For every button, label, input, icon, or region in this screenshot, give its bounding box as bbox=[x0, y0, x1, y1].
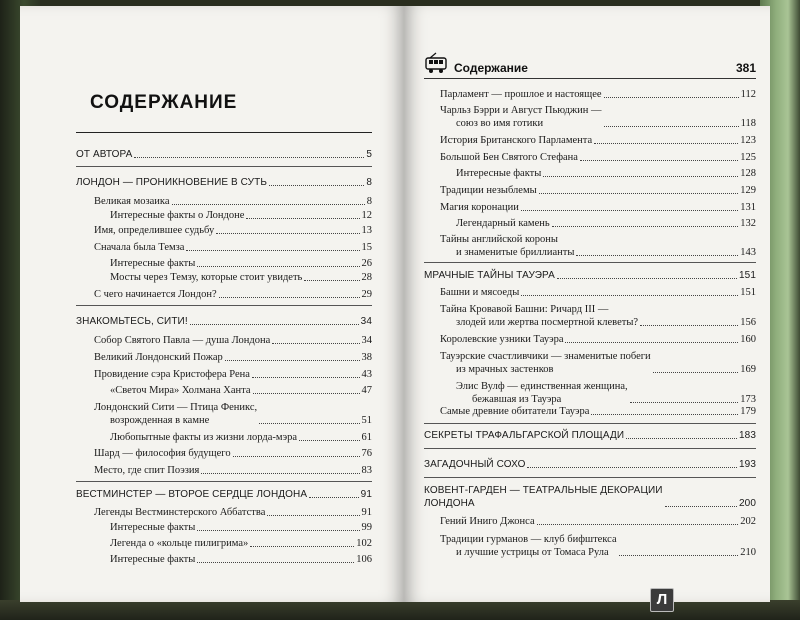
toc-entry: Большой Бен Святого Стефана 125 bbox=[440, 152, 756, 163]
toc-entry: История Британского Парламента 123 bbox=[440, 135, 756, 146]
toc-entry: Самые древние обитатели Тауэра 179 bbox=[440, 406, 756, 417]
toc-entry: Легенды Вестминстерского Аббатства 91 bbox=[94, 507, 372, 518]
running-header-label: Содержание bbox=[454, 61, 528, 75]
toc-entry: КОВЕНТ-ГАРДЕН — ТЕАТРАЛЬНЫЕ ДЕКОРАЦИИ ЛОНДОНА 200 bbox=[424, 485, 756, 509]
toc-entry: Легендарный камень 132 bbox=[456, 218, 756, 229]
toc-entry: Шард — философия будущего 76 bbox=[94, 448, 372, 459]
toc-entry: Интересные факты о Лондоне 12 bbox=[110, 210, 372, 221]
toc-entry: Любопытные факты из жизни лорда-мэра 61 bbox=[110, 432, 372, 443]
toc-entry: Интересные факты 128 bbox=[456, 168, 756, 179]
toc-entry: СЕКРЕТЫ ТРАФАЛЬГАРСКОЙ ПЛОЩАДИ 183 bbox=[424, 430, 756, 441]
toc-entry: Чарльз Бэрри и Август Пьюджин — союз во имя готики 118 bbox=[440, 105, 756, 129]
section-divider bbox=[424, 448, 756, 449]
tram-icon bbox=[424, 52, 448, 74]
site-logo-watermark: Л bbox=[650, 588, 674, 612]
section-divider bbox=[76, 166, 372, 167]
toc-entry: Тайны английской короны и знаменитые бриллианты 143 bbox=[440, 234, 756, 258]
section-divider bbox=[76, 305, 372, 306]
toc-entry: Сначала была Темза 15 bbox=[94, 242, 372, 253]
book-cover-bottom-edge bbox=[0, 600, 800, 620]
toc-entry: ЗАГАДОЧНЫЙ СОХО 193 bbox=[424, 459, 756, 470]
toc-entry: С чего начинается Лондон? 29 bbox=[94, 289, 372, 300]
section-divider bbox=[424, 477, 756, 478]
toc-entry: Собор Святого Павла — душа Лондона 34 bbox=[94, 335, 372, 346]
toc-entry: Башни и мясоеды 151 bbox=[440, 287, 756, 298]
section-divider bbox=[76, 481, 372, 482]
toc-entry: Провидение сэра Кристофера Рена 43 bbox=[94, 369, 372, 380]
bleed-through-text bbox=[330, 50, 390, 66]
toc-entry: Магия коронации 131 bbox=[440, 202, 756, 213]
toc-entry: Интересные факты 26 bbox=[110, 258, 372, 269]
toc-entry: Гений Иниго Джонса 202 bbox=[440, 516, 756, 527]
toc-entry: МРАЧНЫЕ ТАЙНЫ ТАУЭРА 151 bbox=[424, 270, 756, 281]
toc-entry: ЛОНДОН — ПРОНИКНОВЕНИЕ В СУТЬ 8 bbox=[76, 177, 372, 188]
toc-entry: Великий Лондонский Пожар 38 bbox=[94, 352, 372, 363]
toc-entry: Место, где спит Поэзия 83 bbox=[94, 465, 372, 476]
toc-entry: Мосты через Темзу, которые стоит увидеть 28 bbox=[110, 272, 372, 283]
toc-entry: ЗНАКОМЬТЕСЬ, СИТИ! 34 bbox=[76, 316, 372, 327]
toc-title: СОДЕРЖАНИЕ bbox=[90, 92, 238, 113]
toc-entry: «Светоч Мира» Холмана Ханта 47 bbox=[110, 385, 372, 396]
section-divider bbox=[424, 262, 756, 263]
toc-entry: Легенда о «кольце пилигрима» 102 bbox=[110, 538, 372, 549]
toc-entry: Интересные факты 106 bbox=[110, 554, 372, 565]
toc-entry: Великая мозаика 8 bbox=[94, 196, 372, 207]
toc-entry: Лондонский Сити — Птица Феникс, возрожденная в камне 51 bbox=[94, 402, 372, 426]
section-divider bbox=[424, 423, 756, 424]
toc-entry: Королевские узники Тауэра 160 bbox=[440, 334, 756, 345]
toc-entry: Традиции гурманов — клуб бифштекса и лучшие устрицы от Томаса Рула 210 bbox=[440, 534, 756, 558]
page-number: 381 bbox=[735, 61, 756, 75]
toc-entry: Элис Вулф — единственная женщина, бежавшая из Тауэра 173 bbox=[456, 381, 756, 405]
toc-entry: Традиции незыблемы 129 bbox=[440, 185, 756, 196]
toc-entry: ОТ АВТОРА 5 bbox=[76, 149, 372, 160]
toc-entry: Интересные факты 99 bbox=[110, 522, 372, 533]
toc-entry: Тауэрские счастливчики — знаменитые побеги из мрачных застенков 169 bbox=[440, 351, 756, 375]
toc-title-underline bbox=[76, 132, 372, 133]
toc-entry: ВЕСТМИНСТЕР — ВТОРОЕ СЕРДЦЕ ЛОНДОНА 91 bbox=[76, 489, 372, 500]
toc-entry: Парламент — прошлое и настоящее 112 bbox=[440, 89, 756, 100]
running-header bbox=[424, 48, 756, 79]
toc-entry: Тайна Кровавой Башни: Ричард III — злодей или жертва посмертной клеветы? 156 bbox=[440, 304, 756, 328]
toc-entry: Имя, определившее судьбу 13 bbox=[94, 225, 372, 236]
